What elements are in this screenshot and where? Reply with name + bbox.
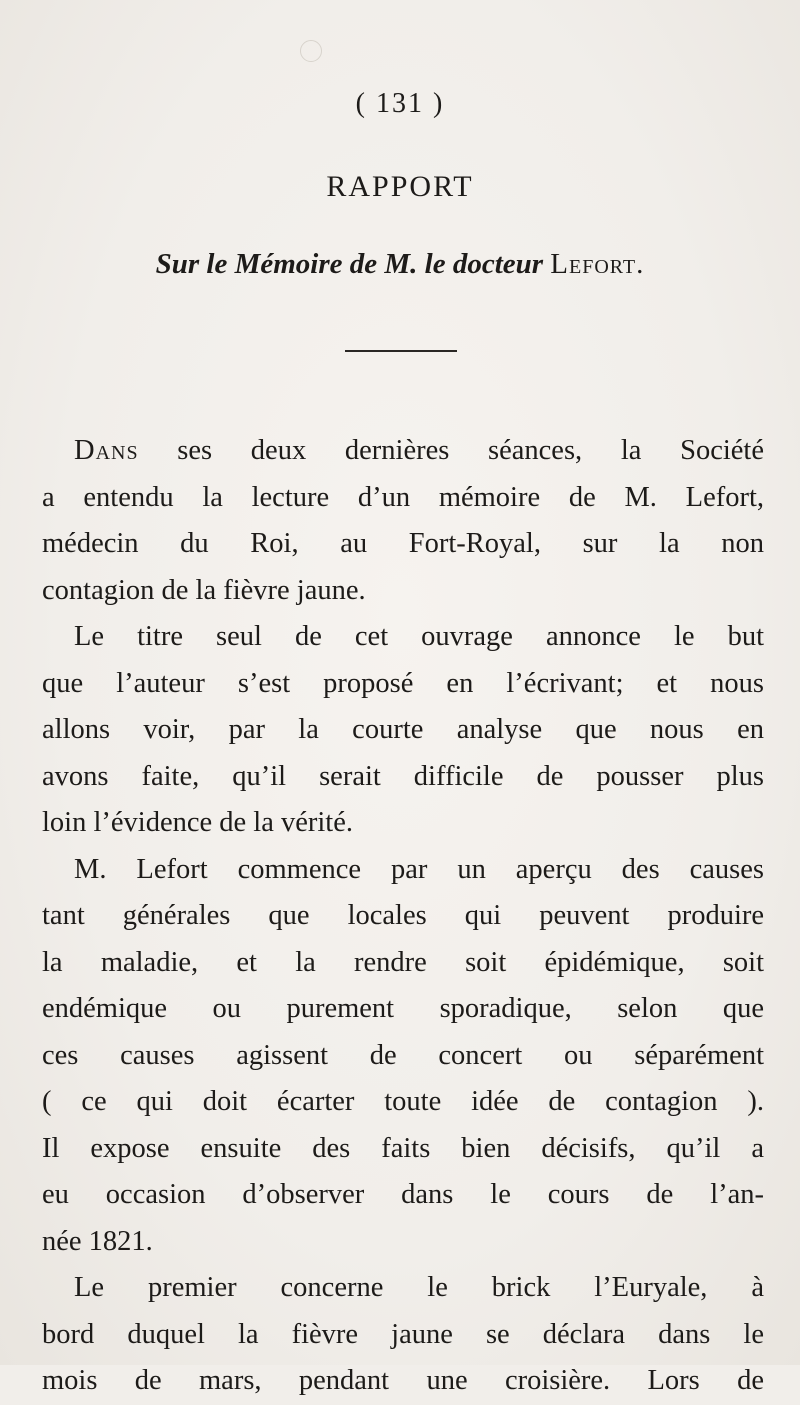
- section-divider: [345, 350, 457, 352]
- line-text: ses deux dernières séances, la Société: [138, 435, 764, 466]
- text-line: la maladie, et la rendre soit épidémique, soit: [42, 946, 764, 978]
- text-line: Le premier concerne le brick l’Euryale, à: [74, 1272, 764, 1303]
- document-subtitle: [0, 248, 800, 281]
- subtitle-text: Sur le Mémoire de M. le docteur: [155, 248, 544, 280]
- text-line: allons voir, par la courte analyse que nous en: [42, 714, 764, 745]
- subtitle-author: Lefort.: [550, 248, 645, 280]
- text-line: endémique ou purement sporadique, selon que: [42, 993, 764, 1024]
- text-line: tant générales que locales qui peuvent produire: [42, 900, 764, 931]
- text-line: médecin du Roi, au Fort-Royal, sur la non: [42, 528, 764, 559]
- text-line: ces causes agissent de concert ou séparément: [42, 1039, 764, 1071]
- drop-word: Dans: [74, 435, 139, 466]
- text-line: née 1821.: [42, 1225, 153, 1257]
- text-line: eu occasion d’observer dans le cours de l’an-: [42, 1179, 764, 1210]
- text-line: que l’auteur s’est proposé en l’écrivant; et nous: [42, 667, 764, 699]
- text-line: ( ce qui doit écarter toute idée de contagion ).: [42, 1086, 764, 1117]
- text-line: avons faite, qu’il serait difficile de pousser plus: [42, 760, 764, 792]
- text-line: a entendu la lecture d’un mémoire de M. Lefort,: [42, 481, 764, 513]
- body-text: [42, 428, 764, 1405]
- paper-stain: [300, 40, 322, 62]
- page-number: ( 131 ): [355, 88, 445, 119]
- text-line: loin l’évidence de la vérité.: [42, 807, 353, 838]
- text-line: Le titre seul de cet ouvrage annonce le but: [74, 621, 764, 652]
- text-line: Il expose ensuite des faits bien décisifs, qu’il a: [42, 1132, 764, 1164]
- text-line: mois de mars, pendant une croisière. Lors de: [42, 1365, 764, 1396]
- text-line: M. Lefort commence par un aperçu des causes: [74, 853, 764, 885]
- text-line: [42, 428, 764, 475]
- text-line: bord duquel la fièvre jaune se déclara dans le: [42, 1318, 764, 1350]
- text-line: contagion de la fièvre jaune.: [42, 574, 366, 606]
- document-title: RAPPORT: [326, 170, 474, 203]
